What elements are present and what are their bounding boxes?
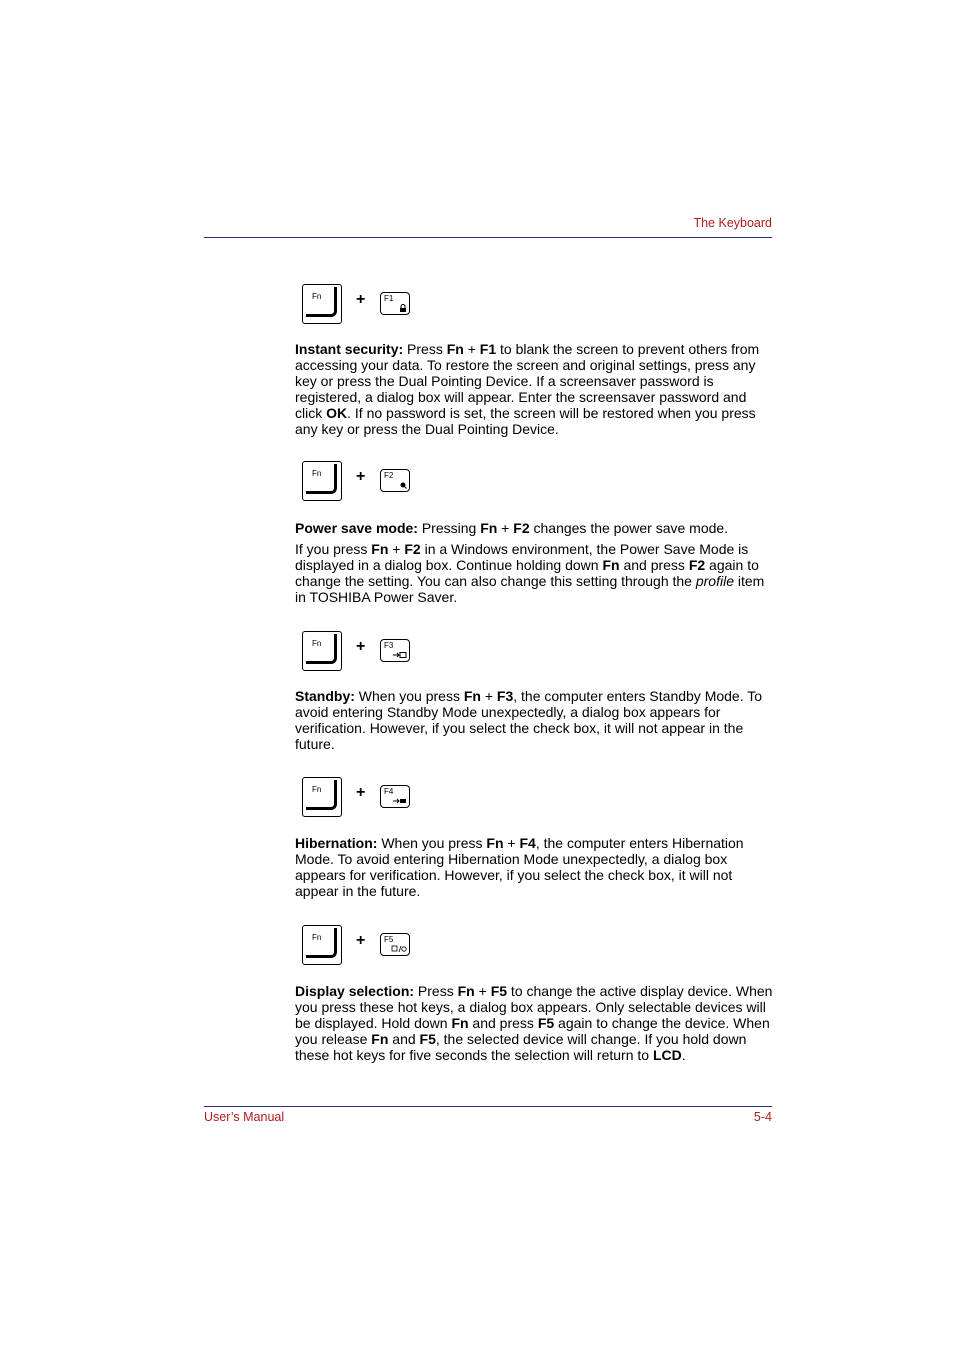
- fn-key-label: Fn: [312, 469, 322, 478]
- plus-sign: +: [356, 784, 366, 801]
- fn-f4-key-combo: [300, 777, 420, 821]
- fn-f3-key-combo: [300, 631, 420, 675]
- display-icon: [391, 945, 407, 955]
- plus-sign: +: [356, 638, 366, 655]
- f3-key: [380, 639, 410, 662]
- fn-key: [302, 631, 342, 671]
- plus-sign: +: [356, 291, 366, 308]
- fn-key: [302, 925, 342, 965]
- footer-page-number: 5-4: [753, 1110, 772, 1124]
- standby-paragraph: Standby: When you press Fn + F3, the computer enters Standby Mode. To avoid entering Standby Mode unexpectedly, a dialog box appears for verification. However, if you select the check box, it will not appear in the future.: [295, 688, 763, 752]
- f2-key: [380, 469, 410, 492]
- footer-rule: [204, 1106, 772, 1107]
- standby-icon: [393, 651, 407, 661]
- lock-icon: [399, 304, 407, 314]
- f4-key: [380, 785, 410, 808]
- fn-key: [302, 777, 342, 817]
- power-save-paragraph: Power save mode: Pressing Fn + F2 changes the power save mode.: [295, 520, 729, 536]
- fn-f5-key-combo: [300, 925, 420, 969]
- power-save-icon: [399, 481, 407, 491]
- f1-key: [380, 292, 410, 315]
- page-header-title: The Keyboard: [693, 216, 772, 230]
- hibernation-icon: [393, 797, 407, 807]
- hibernation-paragraph: Hibernation: When you press Fn + F4, the computer enters Hibernation Mode. To avoid entering Hibernation Mode unexpectedly, a dialog box appears for verification. However, if you select the check box, it will not appear in the future.: [295, 835, 744, 899]
- fn-key: [302, 284, 342, 324]
- footer-manual-title: User’s Manual: [204, 1110, 285, 1124]
- fn-f2-key-combo: [300, 461, 420, 505]
- fn-key-label: Fn: [312, 785, 322, 794]
- fn-key: [302, 461, 342, 501]
- plus-sign: +: [356, 468, 366, 485]
- f4-key-label: F4: [384, 787, 394, 796]
- plus-sign: +: [356, 932, 366, 949]
- fn-key-label: Fn: [312, 933, 322, 942]
- display-selection-paragraph: Display selection: Press Fn + F5 to change the active display device. When you press these hot keys, a dialog box appears. Only selectable devices will be displayed. Hold down Fn and press F5 again to change the device. When you release Fn and F5, the selected device will change. If you hold down these hot keys for five seconds the selection will return to LCD.: [295, 983, 773, 1063]
- power-save-detail-paragraph: If you press Fn + F2 in a Windows environment, the Power Save Mode is displayed in a dialog box. Continue holding down Fn and press F2 again to change the setting. You can also change this setting through the profile item in TOSHIBA Power Saver.: [295, 541, 765, 605]
- f5-key: [380, 933, 410, 956]
- header-rule: [204, 237, 772, 238]
- f2-key-label: F2: [384, 471, 394, 480]
- fn-key-label: Fn: [312, 639, 322, 648]
- fn-key-label: Fn: [312, 292, 322, 301]
- f3-key-label: F3: [384, 641, 394, 650]
- fn-f1-key-combo: [300, 284, 420, 328]
- f1-key-label: F1: [384, 294, 394, 303]
- f5-key-label: F5: [384, 935, 394, 944]
- instant-security-paragraph: Instant security: Press Fn + F1 to blank the screen to prevent others from accessing your data. To restore the screen and original settings, press any key or press the Dual Pointing Device. If a screensaver password is registered, a dialog box will appear. Enter the screensaver password and click OK. If no password is set, the screen will be restored when you press any key or press the Dual Pointing Device.: [295, 341, 760, 437]
